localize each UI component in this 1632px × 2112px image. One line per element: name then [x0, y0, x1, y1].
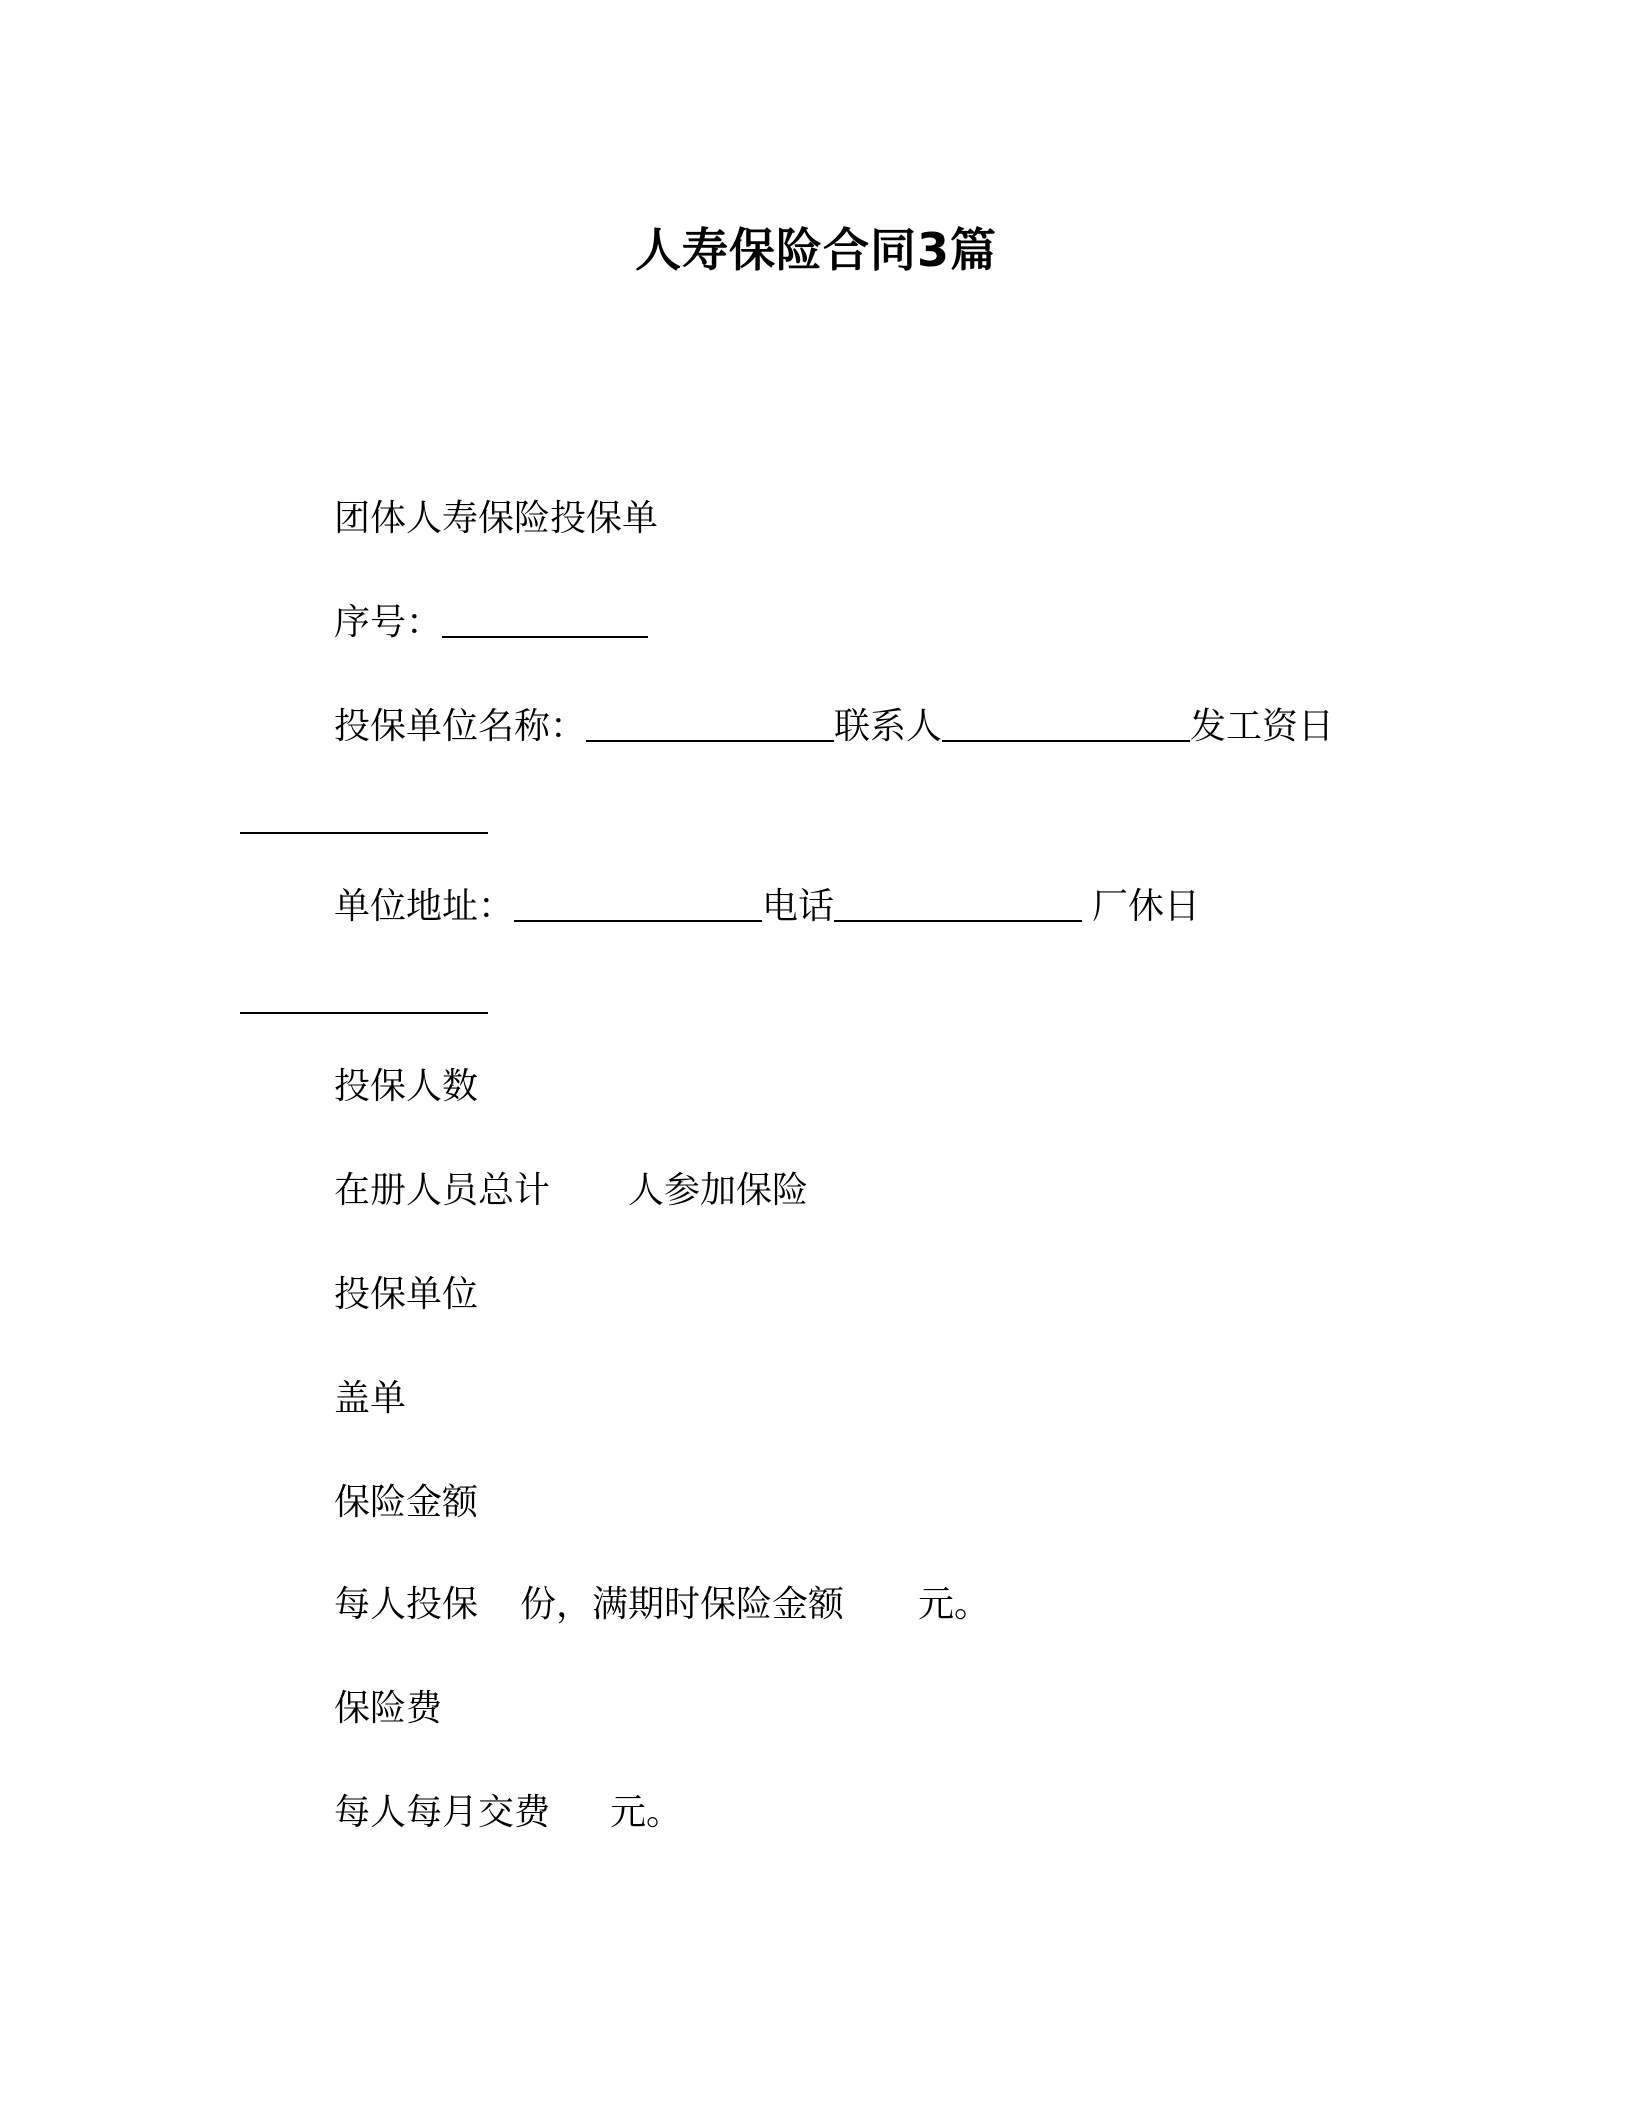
monthly-fee-line: 每人每月交费 元。	[334, 1792, 683, 1833]
serial-number-line: 序号：	[334, 600, 648, 646]
address-blank[interactable]	[514, 890, 762, 922]
document-title: 人寿保险合同3篇	[634, 223, 997, 277]
stamp-line: 盖单	[334, 1378, 407, 1419]
insured-count-heading: 投保人数	[334, 1066, 479, 1107]
sum-insured-heading: 保险金额	[334, 1482, 479, 1523]
phone-blank[interactable]	[834, 890, 1082, 922]
per-person-shares-line: 每人投保 份，满期时保险金额 元。	[334, 1584, 991, 1625]
applicant-unit-line: 投保单位	[334, 1274, 479, 1315]
serial-number-blank[interactable]	[442, 606, 648, 638]
premium-heading: 保险费	[334, 1688, 443, 1729]
unit-name-line: 投保单位名称： 联系人 发工资日	[334, 706, 1335, 747]
contact-blank[interactable]	[942, 710, 1190, 742]
payday-continuation-line	[240, 796, 488, 842]
registered-total-line: 在册人员总计 人参加保险	[334, 1170, 809, 1211]
unit-name-blank[interactable]	[586, 710, 834, 742]
payday-blank[interactable]	[240, 802, 488, 834]
address-line: 单位地址： 电话 厂休日	[334, 886, 1201, 927]
form-title: 团体人寿保险投保单	[334, 498, 659, 539]
rest-day-continuation-line	[240, 976, 488, 1022]
rest-day-blank[interactable]	[240, 982, 488, 1014]
